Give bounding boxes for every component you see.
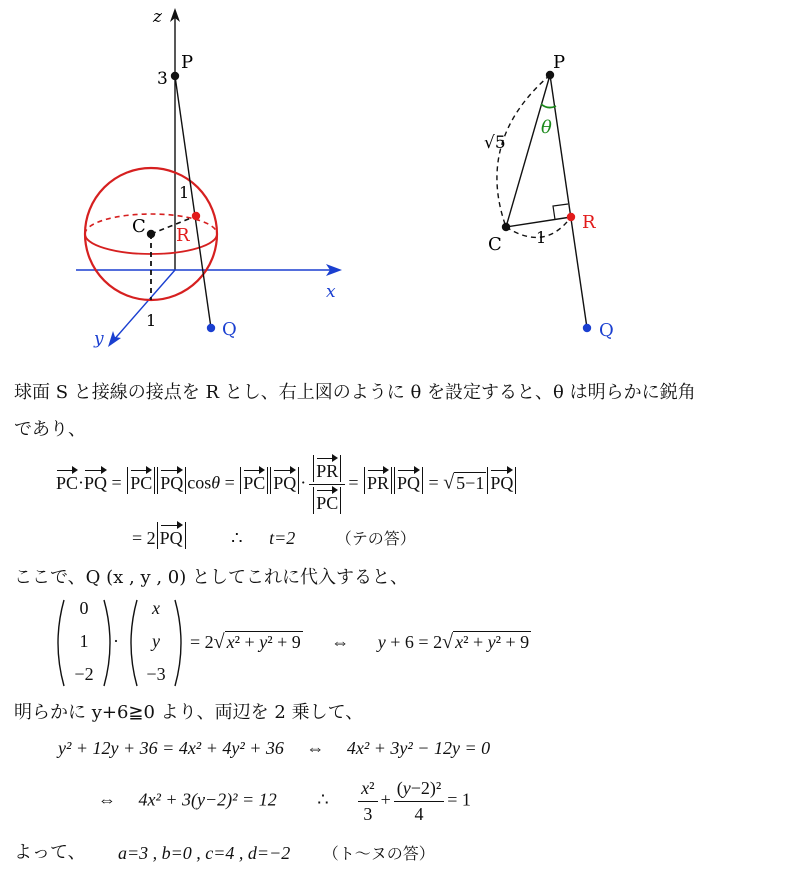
answers-values: a=3 , b=0 , c=4 , d=−2 bbox=[118, 843, 291, 863]
point-c-label: C bbox=[132, 216, 146, 237]
paragraph-1-line-2: であり、 bbox=[14, 419, 86, 440]
equation-dot-product: PC·PQ = PC PQ cosθ = PC PQ · $\frac{PR}{PC}$ = PR PQ = √ 5−1 PQ bbox=[56, 455, 517, 514]
figures bbox=[0, 0, 812, 360]
radius-label: 1 bbox=[179, 183, 190, 202]
length-cr-label: 1 bbox=[536, 228, 547, 247]
equation-line-5: ⇔ 4x² + 3(y−2)² = 12 ∴ $\frac{\text{x²}}{3}$ + $\frac{\text{(y−2)²}}{4}$ = 1 bbox=[98, 778, 471, 824]
z-axis-label: z bbox=[153, 7, 162, 27]
paragraph-3: 明らかに y+6≧0 より、両辺を 2 乗して、 bbox=[14, 702, 364, 723]
vector-a-3: −2 bbox=[74, 664, 94, 684]
line-pq-right bbox=[550, 75, 587, 328]
x-axis-label: x bbox=[326, 282, 336, 302]
vector-a-2: 1 bbox=[79, 631, 89, 651]
vector-b-1: x bbox=[152, 598, 160, 618]
point-q-marker-right bbox=[583, 324, 591, 332]
equation-4a: y² + 12y + 36 = 4x² + 4y² + 36 bbox=[58, 738, 284, 758]
t-value: t=2 bbox=[269, 528, 296, 548]
paragraph-1-line-1: 球面 S と接線の接点を R とし、右上図のように θ を設定すると、θ は明らかに鋭角 bbox=[14, 382, 696, 403]
equation-5a: 4x² + 3(y−2)² = 12 bbox=[138, 789, 277, 810]
point-c-marker-right bbox=[502, 223, 510, 231]
point-p-label-right: P bbox=[553, 52, 566, 73]
y-axis bbox=[112, 270, 175, 342]
point-r-marker bbox=[192, 212, 200, 220]
point-r-label-right: R bbox=[582, 212, 596, 233]
final-answers bbox=[118, 841, 435, 864]
point-q-label: Q bbox=[222, 319, 237, 340]
vector-a-1: 0 bbox=[79, 598, 89, 618]
theta-label: θ bbox=[541, 117, 552, 138]
point-c-marker bbox=[147, 230, 155, 238]
equation-4b: 4x² + 3y² − 12y = 0 bbox=[346, 738, 491, 758]
point-q-marker bbox=[207, 324, 215, 332]
tick-1-y-label: 1 bbox=[146, 311, 157, 330]
paragraph-2: ここで、Q (x , y , 0) としてこれに代入すると、 bbox=[14, 567, 408, 588]
vector-b-3: −3 bbox=[146, 664, 166, 684]
equation-line-4: y² + 12y + 36 = 4x² + 4y² + 36 ⇔ 4x² + 3y² − 12y = 0 bbox=[58, 738, 491, 758]
equation-t-result: = 2 PQ ∴ t=2 （テの答） bbox=[132, 522, 416, 549]
equation-matrix-rhs: = 2√ x² + y² + 9 ⇔ y + 6 = 2√ x² + y² + 9 bbox=[190, 631, 530, 653]
line-pq bbox=[175, 76, 211, 328]
answer-te-note: （テの答） bbox=[335, 529, 416, 548]
point-q-label-right: Q bbox=[599, 320, 614, 341]
line-cr bbox=[506, 217, 571, 227]
point-p-marker bbox=[171, 72, 179, 80]
answer-to-nu-note: （ト〜ヌの答） bbox=[322, 844, 435, 863]
dot-operator: · bbox=[113, 631, 119, 651]
point-r-label: R bbox=[176, 225, 190, 246]
y-axis-label: y bbox=[94, 329, 104, 349]
length-pc-label: √5 bbox=[484, 133, 506, 153]
point-c-label-right: C bbox=[488, 234, 502, 255]
figure-right bbox=[484, 52, 614, 341]
figure-left bbox=[76, 7, 342, 349]
sqrt-radicand: 5−1 bbox=[456, 472, 485, 493]
paragraph-4: よって、 bbox=[14, 842, 86, 863]
vector-b-2: y bbox=[152, 631, 160, 651]
tick-3-label: 3 bbox=[157, 69, 168, 89]
point-r-marker-right bbox=[567, 213, 575, 221]
point-p-label: P bbox=[181, 52, 194, 73]
